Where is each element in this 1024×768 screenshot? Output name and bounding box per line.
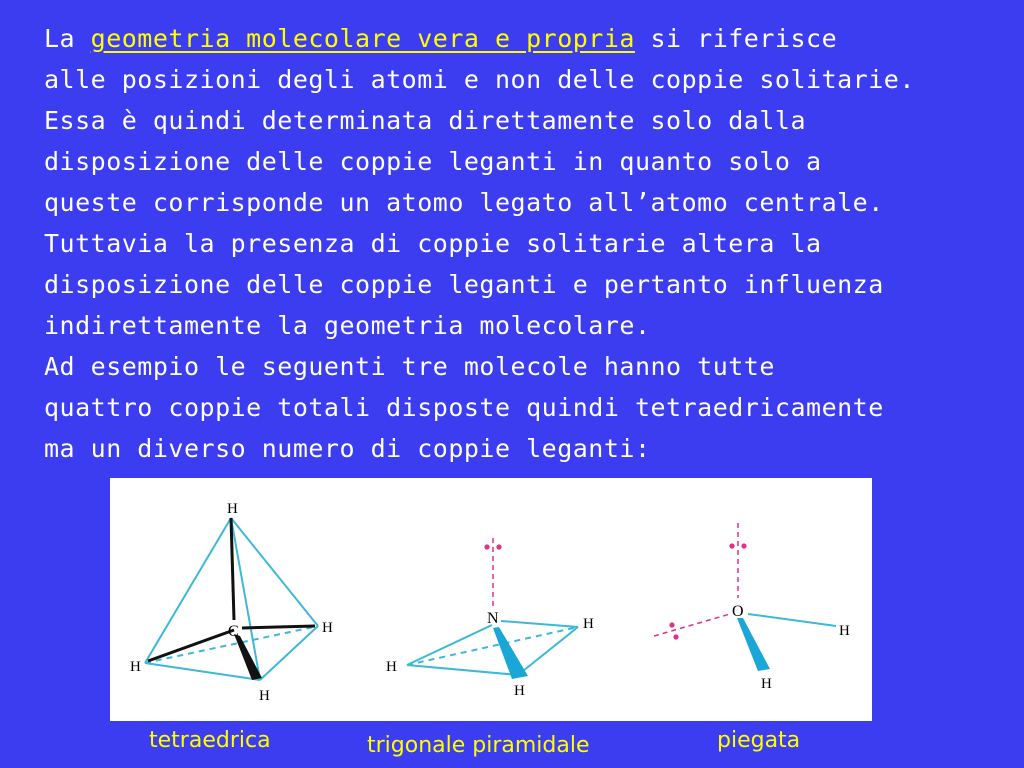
- water-bent: [654, 523, 850, 692]
- caption-tetrahedral: tetraedrica: [149, 728, 271, 753]
- atom-c: C: [228, 623, 239, 640]
- molecule-figure: [110, 478, 872, 721]
- slide-paragraph: [44, 18, 1004, 469]
- atom-h: H: [514, 683, 525, 699]
- text-line: disposizione delle coppie leganti e pertanto influenza: [44, 270, 884, 299]
- wedge-bond: [737, 618, 770, 671]
- atom-h: H: [130, 659, 141, 675]
- text-line: queste corrisponde un atomo legato all’atomo centrale.: [44, 188, 884, 217]
- pyramid-edges: [407, 621, 578, 675]
- text-line: Essa è quindi determinata direttamente solo dalla: [44, 106, 807, 135]
- text-line: disposizione delle coppie leganti in quanto solo a: [44, 147, 822, 176]
- text-line: Tuttavia la presenza di coppie solitarie altera la: [44, 229, 822, 258]
- text-line: quattro coppie totali disposte quindi tetraedricamente: [44, 393, 884, 422]
- text-line: indirettamente la geometria molecolare.: [44, 311, 651, 340]
- text-line-1-end: si riferisce: [634, 24, 838, 53]
- atom-h: H: [259, 688, 270, 704]
- atom-h: H: [839, 623, 850, 639]
- atom-h: H: [322, 620, 333, 636]
- ammonia-pyramid: [386, 538, 594, 699]
- methane-tetrahedron: [130, 501, 333, 704]
- atom-h: H: [583, 616, 594, 632]
- text-line: alle posizioni degli atomi e non delle coppie solitarie.: [44, 65, 915, 94]
- text-line-1-start: La: [44, 24, 91, 53]
- highlighted-term: geometria molecolare vera e propria: [90, 24, 635, 53]
- o-h-bond: [748, 614, 836, 626]
- text-line: Ad esempio le seguenti tre molecole hanno tutte: [44, 352, 775, 381]
- molecule-drawings: [110, 478, 872, 721]
- lone-pair-dots: [669, 622, 678, 639]
- atom-h: H: [386, 659, 397, 675]
- atom-o: O: [732, 603, 744, 620]
- atom-h: H: [761, 676, 772, 692]
- wedge-bond: [493, 627, 528, 679]
- text-line: ma un diverso numero di coppie leganti:: [44, 434, 651, 463]
- lone-pair-axis: [654, 614, 730, 636]
- atom-n: N: [487, 610, 499, 627]
- wedge-bond: [234, 634, 262, 680]
- atom-h: H: [227, 501, 238, 517]
- caption-bent: piegata: [717, 728, 801, 753]
- text-line-1: [44, 18, 1004, 59]
- caption-trigonal-pyramidal: trigonale piramidale: [367, 733, 590, 758]
